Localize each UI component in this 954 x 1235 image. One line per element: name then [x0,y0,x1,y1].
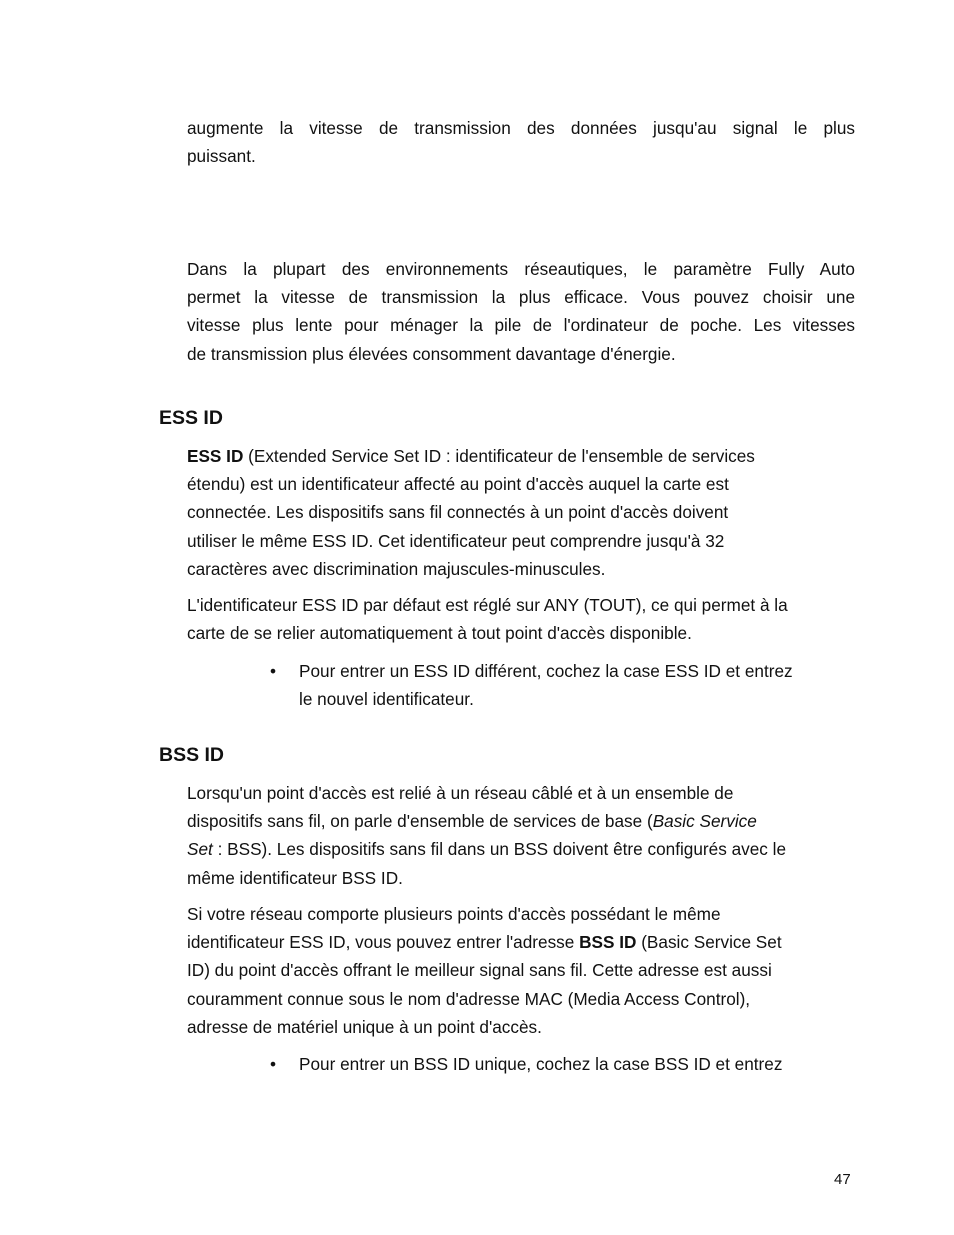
text-line: Pour entrer un BSS ID unique, cochez la case BSS ID et entrez [299,1054,783,1074]
ess-id-bullet-item [299,657,859,713]
bss-id-address-paragraph [187,900,855,1041]
italic-term: Set [187,839,213,860]
ess-id-definition-paragraph [187,442,855,583]
text-line: Lorsqu'un point d'accès est relié à un réseau câblé et à un ensemble de [187,783,734,803]
text-line: le nouvel identificateur. [299,689,474,710]
text-fragment: identificateur ESS ID, vous pouvez entrer l'adresse [187,932,580,953]
italic-term: Basic Service [652,811,757,832]
text-fragment: (Basic Service Set [636,932,782,953]
text-line: adresse de matériel unique à un point d'accès. [187,1016,542,1037]
text-line: étendu) est un identificateur affecté au point d'accès auquel la carte est [187,474,729,495]
bss-id-definition-paragraph [187,779,855,892]
text-line: L'identificateur ESS ID par défaut est réglé sur ANY (TOUT), ce qui permet à la [187,595,788,615]
bss-id-heading: BSS ID [159,744,225,766]
text-line: carte de se relier automatiquement à tout point d'accès disponible. [187,623,692,644]
intro-paragraph [187,114,855,170]
bullet-icon: • [270,1054,277,1074]
text-line: augmente la vitesse de transmission des données jusqu'au signal le plus [187,118,855,138]
ess-id-heading: ESS ID [159,407,223,429]
page-number: 47 [834,1171,851,1188]
text-line: de transmission plus élevées consomment davantage d'énergie. [187,343,676,364]
bss-id-term: BSS ID [579,932,637,953]
text-line: Si votre réseau comporte plusieurs points d'accès possédant le même [187,904,721,924]
text-line [187,928,855,956]
text-line: vitesse plus lente pour ménager la pile de l'ordinateur de poche. Les vitesses [187,315,855,336]
text-fragment: : BSS). Les dispositifs sans fil dans un BSS doivent être configurés avec le [212,839,787,860]
ess-id-default-paragraph [187,591,855,647]
text-line: puissant. [187,146,256,167]
text-line: Dans la plupart des environnements réseautiques, le paramètre Fully Auto [187,259,855,279]
fully-auto-paragraph [187,255,855,368]
text-fragment: (Extended Service Set ID : identificateur de l'ensemble de services [243,446,755,466]
text-line: ID) du point d'accès offrant le meilleur signal sans fil. Cette adresse est aussi [187,960,772,981]
bullet-icon: • [270,661,277,681]
bss-id-bullet-item [299,1050,859,1078]
text-line [187,835,855,863]
text-line [187,442,855,470]
text-line: Pour entrer un ESS ID différent, cochez la case ESS ID et entrez [299,661,793,681]
text-line: connectée. Les dispositifs sans fil connectés à un point d'accès doivent [187,502,729,523]
text-fragment: dispositifs sans fil, on parle d'ensemble de services de base ( [187,811,653,832]
ess-id-term: ESS ID [187,446,244,466]
text-line [187,807,855,835]
text-line: caractères avec discrimination majuscules-minuscules. [187,558,606,579]
text-line: couramment connue sous le nom d'adresse MAC (Media Access Control), [187,988,751,1009]
text-line: même identificateur BSS ID. [187,867,403,888]
text-line: permet la vitesse de transmission la plus efficace. Vous pouvez choisir une [187,287,855,308]
text-line: utiliser le même ESS ID. Cet identificateur peut comprendre jusqu'à 32 [187,530,725,551]
